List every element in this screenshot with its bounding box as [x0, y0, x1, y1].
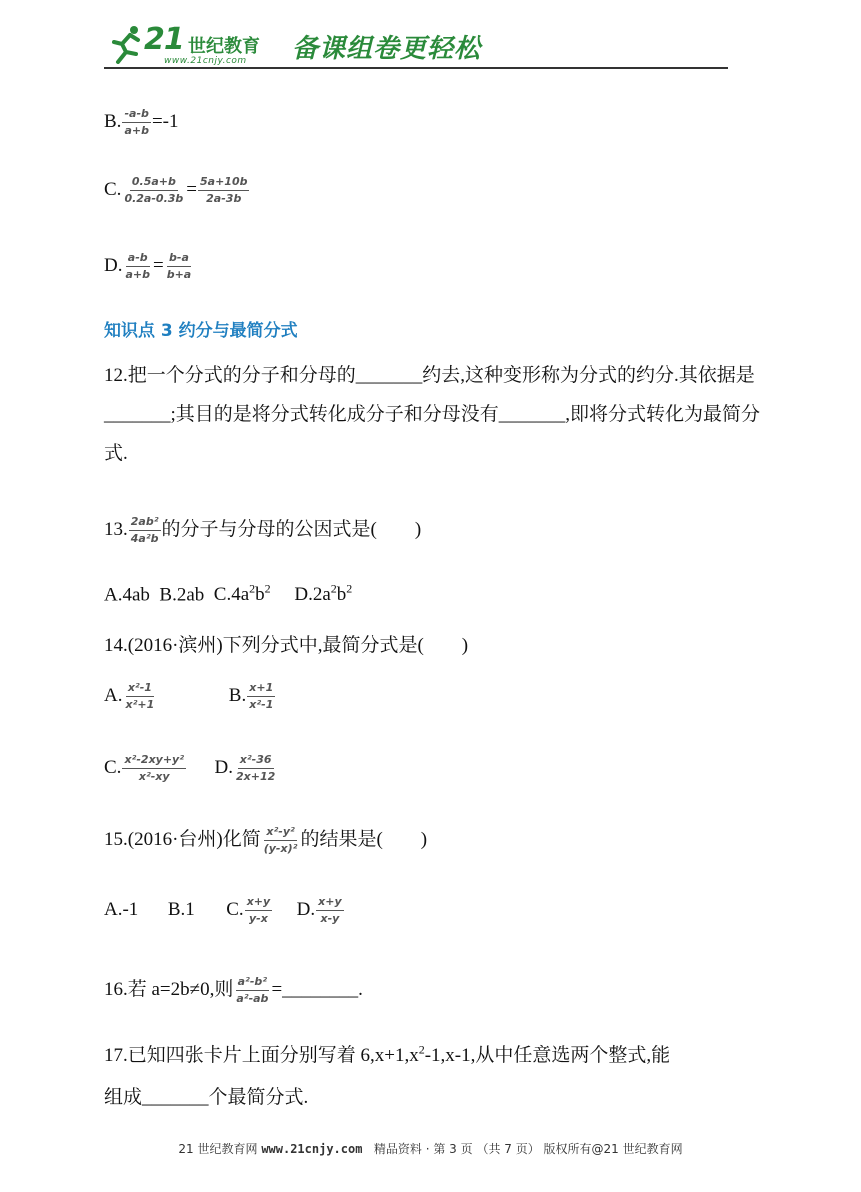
question-17-line2: 组成_______个最简分式. — [104, 1087, 309, 1108]
option-label: B. — [104, 110, 122, 132]
fraction: $\frac{\text{2ab²}}{\text{4a²b}}$ — [130, 515, 159, 546]
equals-sign: = — [153, 254, 164, 276]
fraction: $\frac{a-b}{a+b}$ — [125, 251, 150, 281]
answer-blank: =________. — [271, 979, 363, 1000]
runner-logo-icon — [108, 24, 144, 64]
question-17-line1: 17.已知四张卡片上面分别写着 $6,x+1,x^2-1,x-1$,从中任意选两个整式,能 — [104, 1042, 671, 1066]
option-d: D. $\frac{\text{x²-36}}{2x+12}$ — [214, 753, 276, 783]
fraction: $\frac{5a+10b}{2a-3b}$ — [200, 175, 248, 205]
option-d: D. $\frac{x+y}{x-y}$ — [296, 895, 342, 925]
question-16 — [104, 974, 363, 1005]
option-b: B.1 — [167, 898, 195, 920]
footer-url[interactable]: www.21cnjy.com — [261, 1142, 363, 1156]
fraction: $\frac{\text{x²-y²}}{\text{(y-x)²}}$ — [263, 825, 298, 856]
page-header — [104, 22, 728, 70]
option-label: D. — [104, 254, 123, 276]
fraction: $\frac{-a-b}{a+b}$ — [124, 107, 149, 137]
question-number: 13. — [104, 519, 128, 540]
question-stem: 的分子与分母的公因式是( ) — [161, 519, 422, 540]
option-c: $C.4a^2b^2$ — [213, 582, 271, 606]
question-stem-end: 的结果是( ) — [300, 829, 428, 850]
question-13-options — [104, 582, 352, 606]
option-label: C. — [104, 178, 122, 200]
question-13 — [104, 514, 421, 545]
footer-site: 21 世纪教育网 — [178, 1142, 258, 1156]
fraction: $\frac{0.5a+b}{0.2a-0.3b}$ — [124, 175, 184, 205]
question-14-options-cd — [104, 754, 278, 783]
page-footer — [0, 1140, 861, 1157]
question-14-stem: 14.(2016·滨州)下列分式中,最简分式是( ) — [104, 635, 469, 656]
question-15 — [104, 824, 427, 855]
option-a: A. $\frac{\text{x²-1}}{\text{x²+1}}$ — [104, 681, 155, 711]
equation-rhs: =-1 — [151, 110, 179, 132]
question-stem: 15.(2016·台州)化简 — [104, 829, 261, 850]
fraction: $\frac{b-a}{b+a}$ — [166, 251, 192, 281]
option-c: C. $\frac{\text{x²-2xy+y²}}{\text{x²-xy}}$ — [104, 753, 185, 783]
logo-text: 世纪教育 — [188, 36, 260, 57]
header-divider — [104, 67, 728, 69]
option-c: C. $\frac{x+y}{y-x}$ — [226, 895, 271, 925]
fraction: $\frac{\text{a²-b²}}{\text{a²-ab}}$ — [236, 975, 269, 1006]
question-12: 12.把一个分式的分子和分母的_______约去,这种变形称为分式的约分.其依据是_______;其目的是将分式转化成分子和分母没有_______,即将分式转化为最简分式. — [104, 365, 761, 464]
footer-info: 精品资料 · 第 3 页 （共 7 页） 版权所有@21 世纪教育网 — [373, 1142, 683, 1156]
question-14-options-ab — [104, 682, 276, 711]
option-d-line — [104, 252, 194, 281]
option-b-line — [104, 108, 179, 137]
option-a: A.-1 — [104, 898, 139, 920]
equals-sign: = — [186, 178, 197, 200]
logo-url[interactable]: www.21cnjy.com — [164, 56, 247, 66]
header-slogan: 备课组卷更轻松 — [292, 34, 482, 64]
option-d: $D.2a^2b^2$ — [294, 582, 353, 606]
question-15-options — [104, 896, 345, 925]
option-c-line — [104, 176, 250, 205]
option-b: B. $\frac{x+1}{\text{x²-1}}$ — [228, 681, 274, 711]
option-a: A.4ab — [104, 584, 150, 606]
option-b: B.2ab — [159, 584, 205, 606]
section-title: 知识点 3 约分与最简分式 — [104, 321, 298, 341]
question-stem: 16.若 a=2b≠0,则 — [104, 979, 234, 1000]
logo-number: 21 — [144, 22, 184, 57]
